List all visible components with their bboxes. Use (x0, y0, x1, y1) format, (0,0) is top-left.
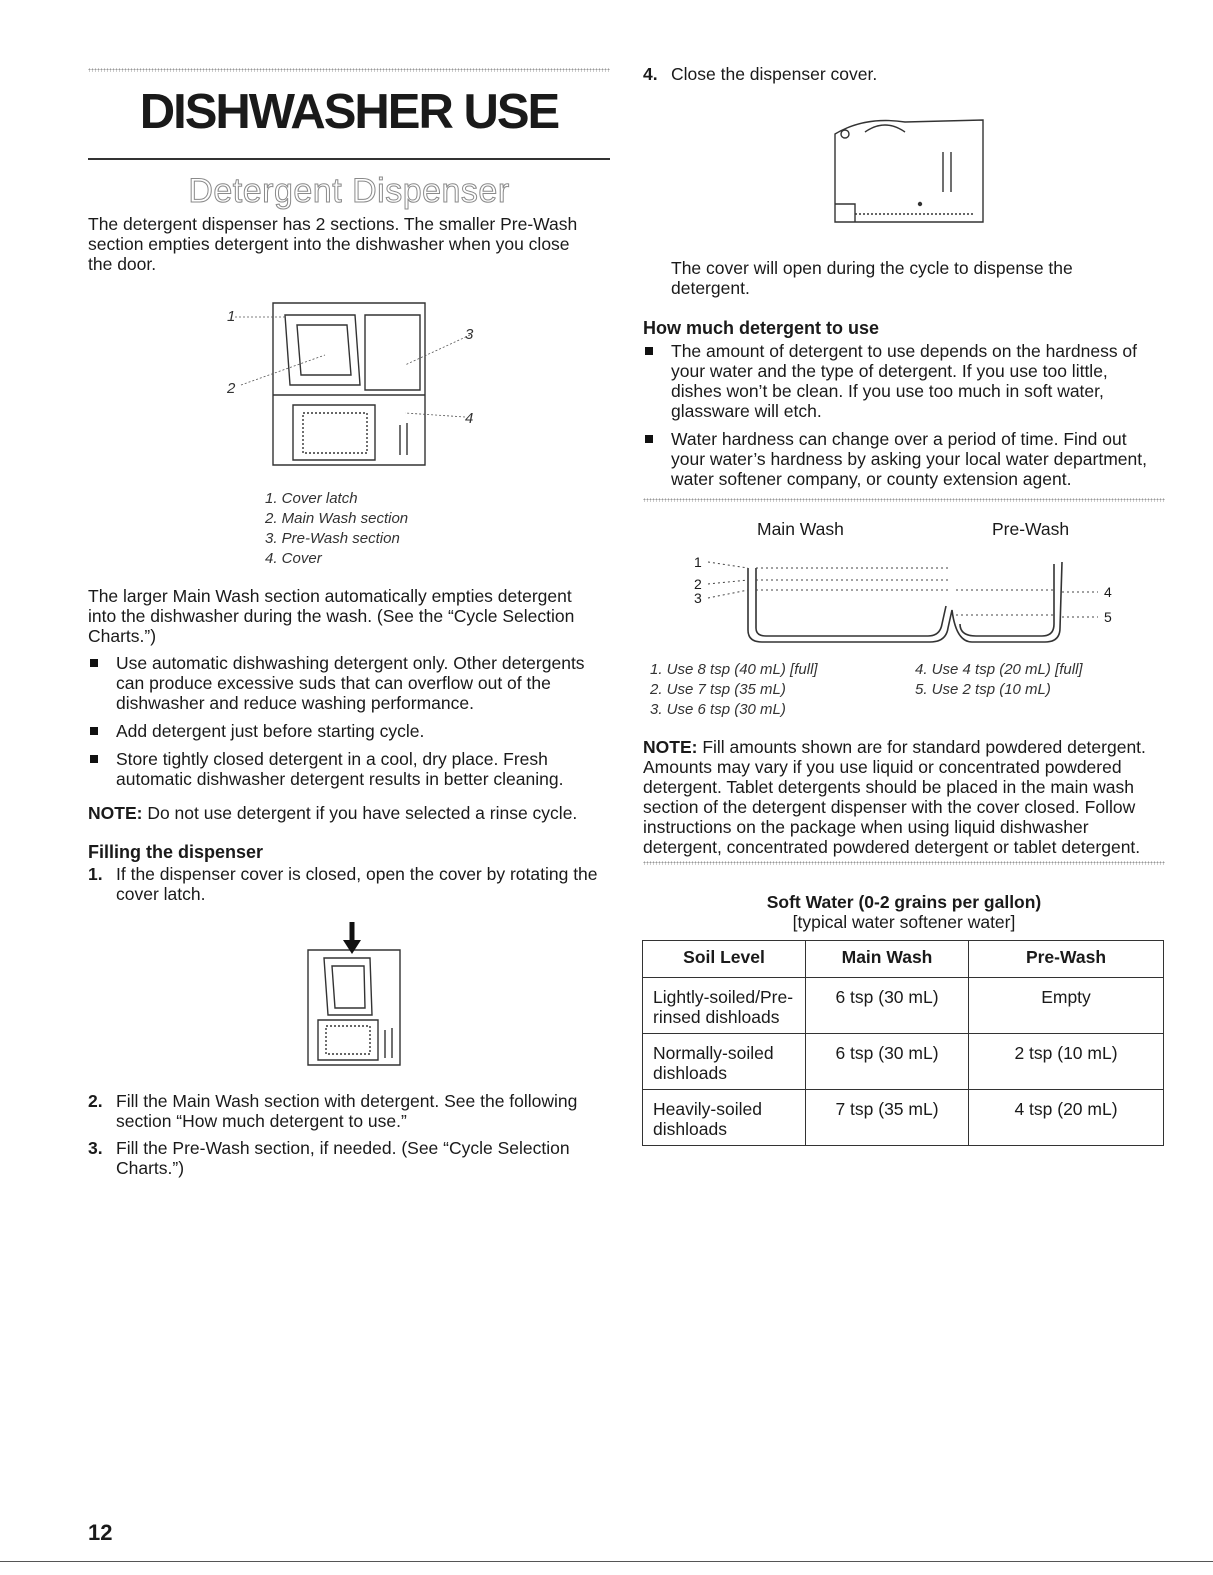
filling-steps-b (88, 1091, 598, 1185)
figure1-callout-1: 1 (227, 308, 236, 325)
close-step (643, 64, 1153, 91)
page-number: 12 (88, 1520, 113, 1545)
step-number: 3. (88, 1138, 103, 1158)
table-cell: Lightly-soiled/Pre-rinsed dishloads (643, 978, 806, 1034)
page-title: DISHWASHER USE (139, 85, 559, 139)
fill-caption: 4. Use 4 tsp (20 mL) [full] (915, 661, 1083, 678)
table-row (643, 978, 1164, 1034)
fill-captions-right (915, 660, 1155, 700)
table-header: Soil Level (643, 941, 806, 978)
table-cell: Empty (969, 978, 1164, 1034)
fill-caption: 3. Use 6 tsp (30 mL) (650, 701, 786, 718)
figure1-callout-4: 4 (465, 410, 474, 427)
list-item: Add detergent just before starting cycle. (88, 721, 603, 741)
figure1-captions (265, 489, 525, 569)
step-number: 1. (88, 864, 103, 884)
fill-callout-5: 5 (1104, 609, 1112, 625)
fill-level-diagram (690, 550, 1130, 660)
main-wash-label: Main Wash (757, 519, 844, 539)
note-text: Do not use detergent if you have selected a rinse cycle. (142, 803, 578, 823)
soft-water-table (642, 940, 1164, 1146)
list-item: 1. If the dispenser cover is closed, open the cover by rotating the cover latch. (88, 864, 598, 904)
figure1-callout-3: 3 (465, 326, 474, 343)
figure1-caption: 2. Main Wash section (265, 510, 409, 527)
closed-cover-diagram (825, 112, 990, 232)
fill-dotted-rule-bottom (643, 861, 1165, 865)
fill-caption: 2. Use 7 tsp (35 mL) (650, 681, 786, 698)
detergent-bullets (88, 653, 603, 797)
note-label: NOTE: (643, 737, 698, 757)
list-item: Water hardness can change over a period of time. Find out your water’s hardness by asking your local water department, water softener company, or county extension agent. (643, 429, 1163, 489)
cover-open-text: The cover will open during the cycle to dispense the detergent. (671, 258, 1073, 298)
table-cell: 6 tsp (30 mL) (806, 978, 969, 1034)
fill-captions-left (650, 660, 890, 720)
dispenser-diagram (215, 295, 495, 475)
table-title: Soft Water (0-2 grains per gallon) (766, 892, 1042, 912)
footer-rule (0, 1561, 1213, 1562)
filling-heading: Filling the dispenser (88, 842, 264, 862)
note-text: Fill amounts shown are for standard powdered detergent. Amounts may vary if you use liquid or concentrated powdered detergent. Tablet detergents should be placed in the main wash section of the detergent dispenser with the cover closed. Follow instructions on the package when using liquid dishwasher detergent, concentrated powdered detergent or tablet detergent. (643, 737, 1146, 857)
table-header-row (643, 941, 1164, 978)
rinse-note (88, 803, 603, 823)
figure1-caption: 3. Pre-Wash section (265, 530, 400, 547)
list-item: 3. Fill the Pre-Wash section, if needed. (See “Cycle Selection Charts.”) (88, 1138, 570, 1178)
main-wash-paragraph: The larger Main Wash section automatically empties detergent into the dishwasher during the wash. (See the “Cycle Selection Charts.”) (88, 586, 575, 646)
filling-steps-a (88, 864, 598, 911)
table-cell: 6 tsp (30 mL) (806, 1034, 969, 1090)
fill-callout-4: 4 (1104, 584, 1112, 600)
figure1-callout-2: 2 (227, 380, 236, 397)
title-dotted-rule (88, 68, 610, 72)
fill-amount-note (643, 737, 1163, 857)
table-header: Pre-Wash (969, 941, 1164, 978)
fill-caption: 5. Use 2 tsp (10 mL) (915, 681, 1051, 698)
table-row (643, 1034, 1164, 1090)
table-cell: 4 tsp (20 mL) (969, 1090, 1164, 1146)
pre-wash-label: Pre-Wash (992, 519, 1070, 539)
list-item: 2. Fill the Main Wash section with detergent. See the following section “How much detergent to use.” (88, 1091, 578, 1131)
fill-callout-3: 3 (694, 590, 702, 606)
table-header: Main Wash (806, 941, 969, 978)
bullet-icon (90, 659, 98, 667)
figure1-caption: 4. Cover (265, 550, 322, 567)
how-much-bullets (643, 341, 1163, 497)
list-item: 4. Close the dispenser cover. (643, 64, 878, 84)
table-cell: 7 tsp (35 mL) (806, 1090, 969, 1146)
list-item: Store tightly closed detergent in a cool, dry place. Fresh automatic dishwasher detergent results in better cleaning. (88, 749, 603, 789)
table-cell: 2 tsp (10 mL) (969, 1034, 1164, 1090)
table-cell: Heavily-soiled dishloads (643, 1090, 806, 1146)
step-number: 2. (88, 1091, 103, 1111)
fill-dotted-rule-top (643, 498, 1165, 502)
figure1-caption: 1. Cover latch (265, 490, 358, 507)
intro-paragraph: The detergent dispenser has 2 sections. The smaller Pre-Wash section empties detergent into the dishwasher when you close the door. (88, 214, 578, 274)
list-item: The amount of detergent to use depends on the hardness of your water and the type of detergent. If you use too little, dishes won’t be clean. If you use too much in soft water, glassware will etch. (643, 341, 1163, 421)
step-number: 4. (643, 64, 658, 84)
bullet-icon (90, 727, 98, 735)
fill-callout-1: 1 (694, 554, 702, 570)
bullet-icon (90, 755, 98, 763)
how-much-heading: How much detergent to use (643, 318, 880, 338)
fill-callout-2: 2 (694, 576, 702, 592)
note-label: NOTE: (88, 803, 143, 823)
table-row (643, 1090, 1164, 1146)
fill-caption: 1. Use 8 tsp (40 mL) [full] (650, 661, 818, 678)
list-item: Use automatic dishwashing detergent only. Other detergents can produce excessive suds that can overflow out of the dishwasher and reduce washing performance. (88, 653, 603, 713)
table-subtitle: [typical water softener water] (792, 912, 1016, 932)
open-latch-diagram (300, 920, 410, 1070)
section-title: Detergent Dispenser (188, 172, 510, 210)
table-cell: Normally-soiled dishloads (643, 1034, 806, 1090)
bullet-icon (645, 347, 653, 355)
bullet-icon (645, 435, 653, 443)
title-solid-rule (88, 158, 610, 160)
